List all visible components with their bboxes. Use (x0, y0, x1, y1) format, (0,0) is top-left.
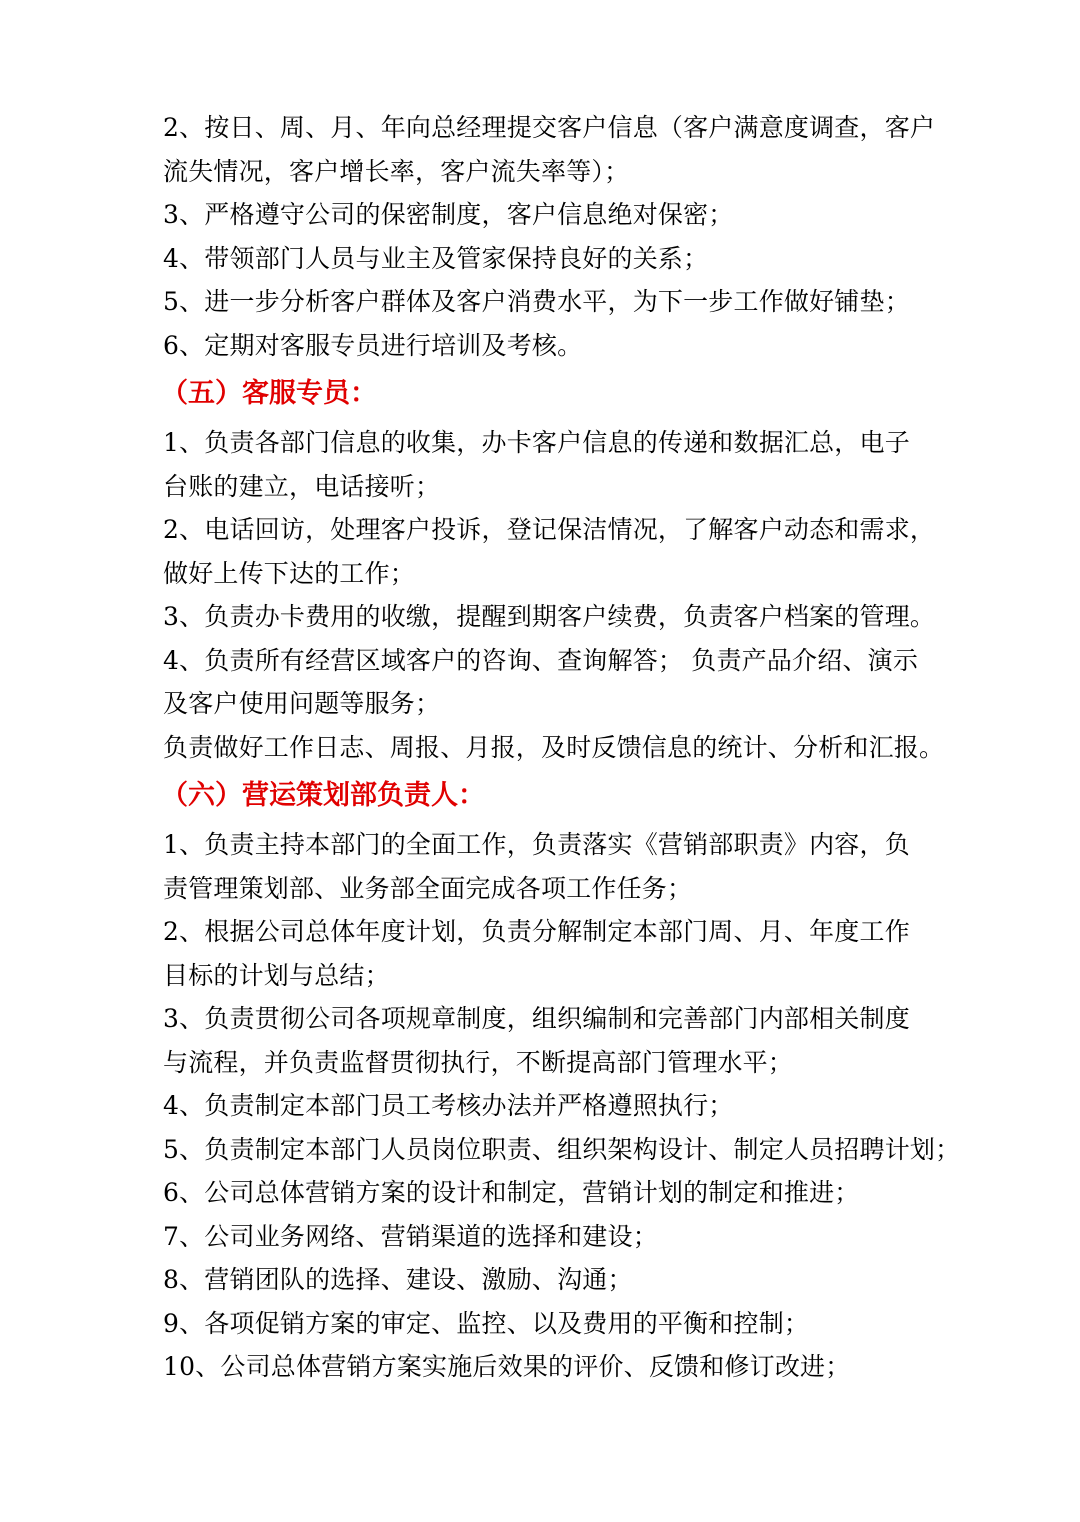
list-item: 2、按日、周、月、年向总经理提交客户信息（客户满意度调查，客户 (163, 113, 936, 142)
list-item: 负责做好工作日志、周报、月报，及时反馈信息的统计、分析和汇报。 (163, 732, 945, 762)
list-item: 2、根据公司总体年度计划，负责分解制定本部门周、月、年度工作 (163, 917, 910, 946)
list-item: 流失情况，客户增长率，客户流失率等）； (163, 156, 630, 186)
section-5-list (163, 421, 945, 769)
list-item: 10、公司总体营销方案实施后效果的评价、反馈和修订改进； (163, 1352, 851, 1381)
list-item: 4、负责所有经营区域客户的咨询、查询解答； 负责产品介绍、演示 (163, 645, 919, 675)
list-item: 1、负责主持本部门的全面工作，负责落实《营销部职责》内容，负 (163, 830, 910, 859)
list-item: 7、公司业务网络、营销渠道的选择和建设； (163, 1221, 658, 1251)
list-item: 4、带领部门人员与业主及管家保持良好的关系； (163, 243, 709, 273)
section-4-list (163, 106, 936, 367)
list-item: 6、公司总体营销方案的设计和制定，营销计划的制定和推进； (163, 1178, 860, 1207)
section-5-heading: （五）客服专员： (161, 378, 377, 409)
list-item: 5、负责制定本部门人员岗位职责、组织架构设计、制定人员招聘计划； (163, 1134, 961, 1164)
list-item: 1、负责各部门信息的收集，办卡客户信息的传递和数据汇总，电子 (163, 428, 910, 457)
list-item: 做好上传下达的工作； (163, 558, 416, 588)
list-item: 3、严格遵守公司的保密制度，客户信息绝对保密； (163, 200, 734, 229)
list-item: 8、营销团队的选择、建设、激励、沟通； (163, 1265, 633, 1294)
section-6-list (163, 823, 961, 1389)
section-6-heading: （六）营运策划部负责人： (161, 780, 485, 811)
list-item: 目标的计划与总结； (163, 960, 390, 990)
list-item: 台账的建立，电话接听； (163, 471, 441, 501)
list-item: 2、电话回访，处理客户投诉，登记保洁情况，了解客户动态和需求， (163, 515, 936, 544)
list-item: 6、定期对客服专员进行培训及考核。 (163, 330, 583, 360)
list-item: 责管理策划部、业务部全面完成各项工作任务； (163, 873, 693, 903)
list-item: 与流程，并负责监督贯彻执行，不断提高部门管理水平； (163, 1047, 794, 1077)
list-item: 4、负责制定本部门员工考核办法并严格遵照执行； (163, 1091, 734, 1120)
list-item: 5、进一步分析客户群体及客户消费水平，为下一步工作做好铺垫； (163, 287, 910, 316)
list-item: 3、负责贯彻公司各项规章制度，组织编制和完善部门内部相关制度 (163, 1004, 910, 1033)
list-item: 3、负责办卡费用的收缴，提醒到期客户续费，负责客户档案的管理。 (163, 602, 936, 631)
document-page (161, 106, 961, 1389)
list-item: 9、各项促销方案的审定、监控、以及费用的平衡和控制； (163, 1308, 810, 1338)
list-item: 及客户使用问题等服务； (163, 689, 441, 718)
